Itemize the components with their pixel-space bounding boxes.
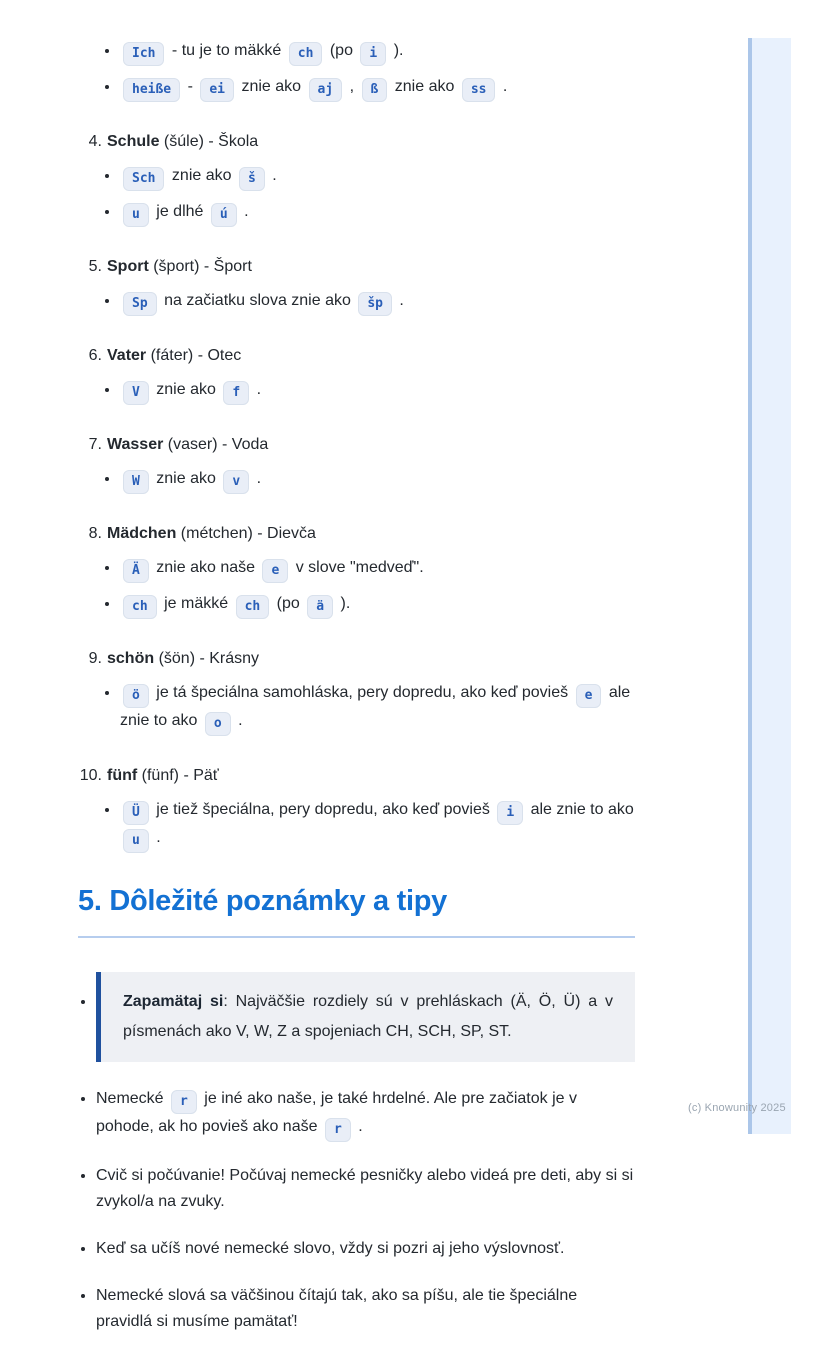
tip-bullet [96,1086,635,1142]
pronunciation-bullet [120,74,635,102]
callout-text: : Najväčšie rozdiely sú v prehláskach (Ä, Ö, Ü) a v písmenách ako V, W, Z a spojeniach CH, SCH, SP, ST. [123,993,613,1040]
inline-code-badge: Ü [123,801,149,825]
text-run: je iné ako naše, je také hrdelné. Ale pre začiatok je v pohode, ak ho povieš ako naše [96,1090,577,1135]
inline-code-badge: heiße [123,78,180,102]
text-run: - tu je to mäkké [167,42,286,59]
pronunciation-bullet [120,199,635,227]
text-run: . [498,78,508,95]
pronunciation-bullet [120,377,635,405]
inline-code-badge: V [123,381,149,405]
german-word: Schule [107,133,160,150]
copyright-notice: (c) Knowunity 2025 [688,1102,786,1114]
item-number: 4. [88,133,102,150]
inline-code-badge: Sp [123,292,157,316]
word-translation: (vaser) - Voda [163,436,269,453]
section-heading: 5. Dôležité poznámky a tipy [78,883,635,938]
inline-code-badge: ß [362,78,388,102]
pronunciation-bullet [120,466,635,494]
pronunciation-bullet [120,163,635,191]
text-run: znie ako naše [151,559,260,576]
german-word: Vater [107,347,147,364]
item-number: 9. [88,650,102,667]
text-run: . [252,470,262,487]
text-run: . [353,1118,363,1135]
inline-code-badge: ch [123,595,157,619]
text-run: - [183,78,198,95]
word-translation: (šúle) - Škola [159,133,259,150]
item-text [107,521,316,547]
text-run: Keď sa učíš nové nemecké slovo, vždy si pozri aj jeho výslovnosť. [96,1240,565,1257]
word-item-heading [78,254,635,280]
inline-code-badge: W [123,470,149,494]
word-item-heading [78,646,635,672]
text-run: je dlhé [151,203,208,220]
word-item-heading [78,343,635,369]
text-run: ). [389,42,404,59]
text-run: je mäkké [159,595,233,612]
word-translation: (fáter) - Otec [146,347,242,364]
item-text [107,646,259,672]
text-run: znie ako [167,167,236,184]
inline-code-badge: f [223,381,249,405]
inline-code-badge: Sch [123,167,164,191]
callout-bold-label: Zapamätaj si [123,993,224,1010]
inline-code-badge: ä [307,595,333,619]
word-item [78,432,635,494]
word-sub-list [78,466,635,494]
text-run: Nemecké [96,1090,169,1107]
german-word: Mädchen [107,525,177,542]
text-run: . [394,292,404,309]
tips-list [78,972,635,1335]
word-translation: (fünf) - Päť [137,767,219,784]
page-edge-strip [748,38,791,1134]
text-run: znie ako [151,381,221,398]
inline-code-badge: Ä [123,559,149,583]
german-word: Sport [107,258,149,275]
item-text [107,763,219,789]
item-text [107,254,252,280]
word-list [78,129,635,853]
callout-list-item [96,972,635,1062]
pronunciation-bullet [120,680,635,736]
text-run: . [151,829,161,846]
text-run: . [233,712,243,729]
item-text [107,343,241,369]
text-run: v slove "medveď". [291,559,424,576]
text-run: . [267,167,277,184]
pronunciation-bullet [120,591,635,619]
inline-code-badge: v [223,470,249,494]
word-item [78,521,635,619]
item-number: 7. [88,436,102,453]
word-sub-list [78,555,635,619]
text-run: znie ako [390,78,459,95]
word-item-heading [78,129,635,155]
word-item [78,343,635,405]
text-run: Cvič si počúvanie! Počúvaj nemecké pesničky alebo videá pre deti, aby si si zvykol/a na zvuky. [96,1167,634,1210]
callout-box [96,972,635,1062]
pronunciation-sub-list [78,38,635,102]
item-text [107,129,258,155]
item-number: 5. [88,258,102,275]
pronunciation-bullet [120,38,635,66]
text-run: znie ako [237,78,306,95]
inline-code-badge: u [123,203,149,227]
inline-code-badge: r [325,1118,351,1142]
word-sub-list [78,163,635,227]
inline-code-badge: ch [289,42,323,66]
text-run: (po [325,42,358,59]
text-run: ale znie to ako [120,684,631,729]
tip-bullet [96,1236,635,1262]
word-sub-list [78,377,635,405]
word-item [78,646,635,736]
word-sub-list [78,797,635,853]
page-content [78,30,635,1356]
text-run: , [345,78,359,95]
text-run: ). [336,595,351,612]
text-run: na začiatku slova znie ako [159,292,356,309]
word-item-heading [78,521,635,547]
pronunciation-bullet [120,797,635,853]
word-item [78,763,635,853]
inline-code-badge: e [262,559,288,583]
text-run: ale znie to ako [526,801,634,818]
inline-code-badge: i [497,801,523,825]
word-translation: (šön) - Krásny [154,650,260,667]
inline-code-badge: o [205,712,231,736]
inline-code-badge: šp [358,292,392,316]
inline-code-badge: ss [462,78,496,102]
word-item-heading [78,763,635,789]
text-run: Nemecké slová sa väčšinou čítajú tak, ako sa píšu, ale tie špeciálne pravidlá si musíme pamätať! [96,1287,578,1330]
text-run: je tiež špeciálna, pery dopredu, ako keď povieš [151,801,495,818]
german-word: schön [107,650,155,667]
text-run: (po [272,595,305,612]
inline-code-badge: ö [123,684,149,708]
inline-code-badge: ei [200,78,234,102]
inline-code-badge: ú [211,203,237,227]
inline-code-badge: š [239,167,265,191]
word-item [78,129,635,227]
inline-code-badge: r [171,1090,197,1114]
word-translation: (šport) - Šport [148,258,252,275]
pronunciation-bullet [120,288,635,316]
item-number: 6. [88,347,102,364]
inline-code-badge: e [576,684,602,708]
inline-code-badge: Ich [123,42,164,66]
german-word: fünf [107,767,138,784]
word-translation: (métchen) - Dievča [176,525,316,542]
text-run: . [252,381,262,398]
word-sub-list [78,680,635,736]
item-number: 10. [79,767,102,784]
text-run: je tá špeciálna samohláska, pery dopredu, ako keď povieš [151,684,573,701]
word-item [78,254,635,316]
inline-code-badge: ch [236,595,270,619]
item-text [107,432,268,458]
text-run: znie ako [151,470,221,487]
pronunciation-bullet [120,555,635,583]
item-number: 8. [88,525,102,542]
german-word: Wasser [107,436,164,453]
text-run: . [239,203,249,220]
word-sub-list [78,288,635,316]
word-item-heading [78,432,635,458]
tip-bullet [96,1283,635,1335]
inline-code-badge: i [360,42,386,66]
inline-code-badge: aj [309,78,343,102]
inline-code-badge: u [123,829,149,853]
